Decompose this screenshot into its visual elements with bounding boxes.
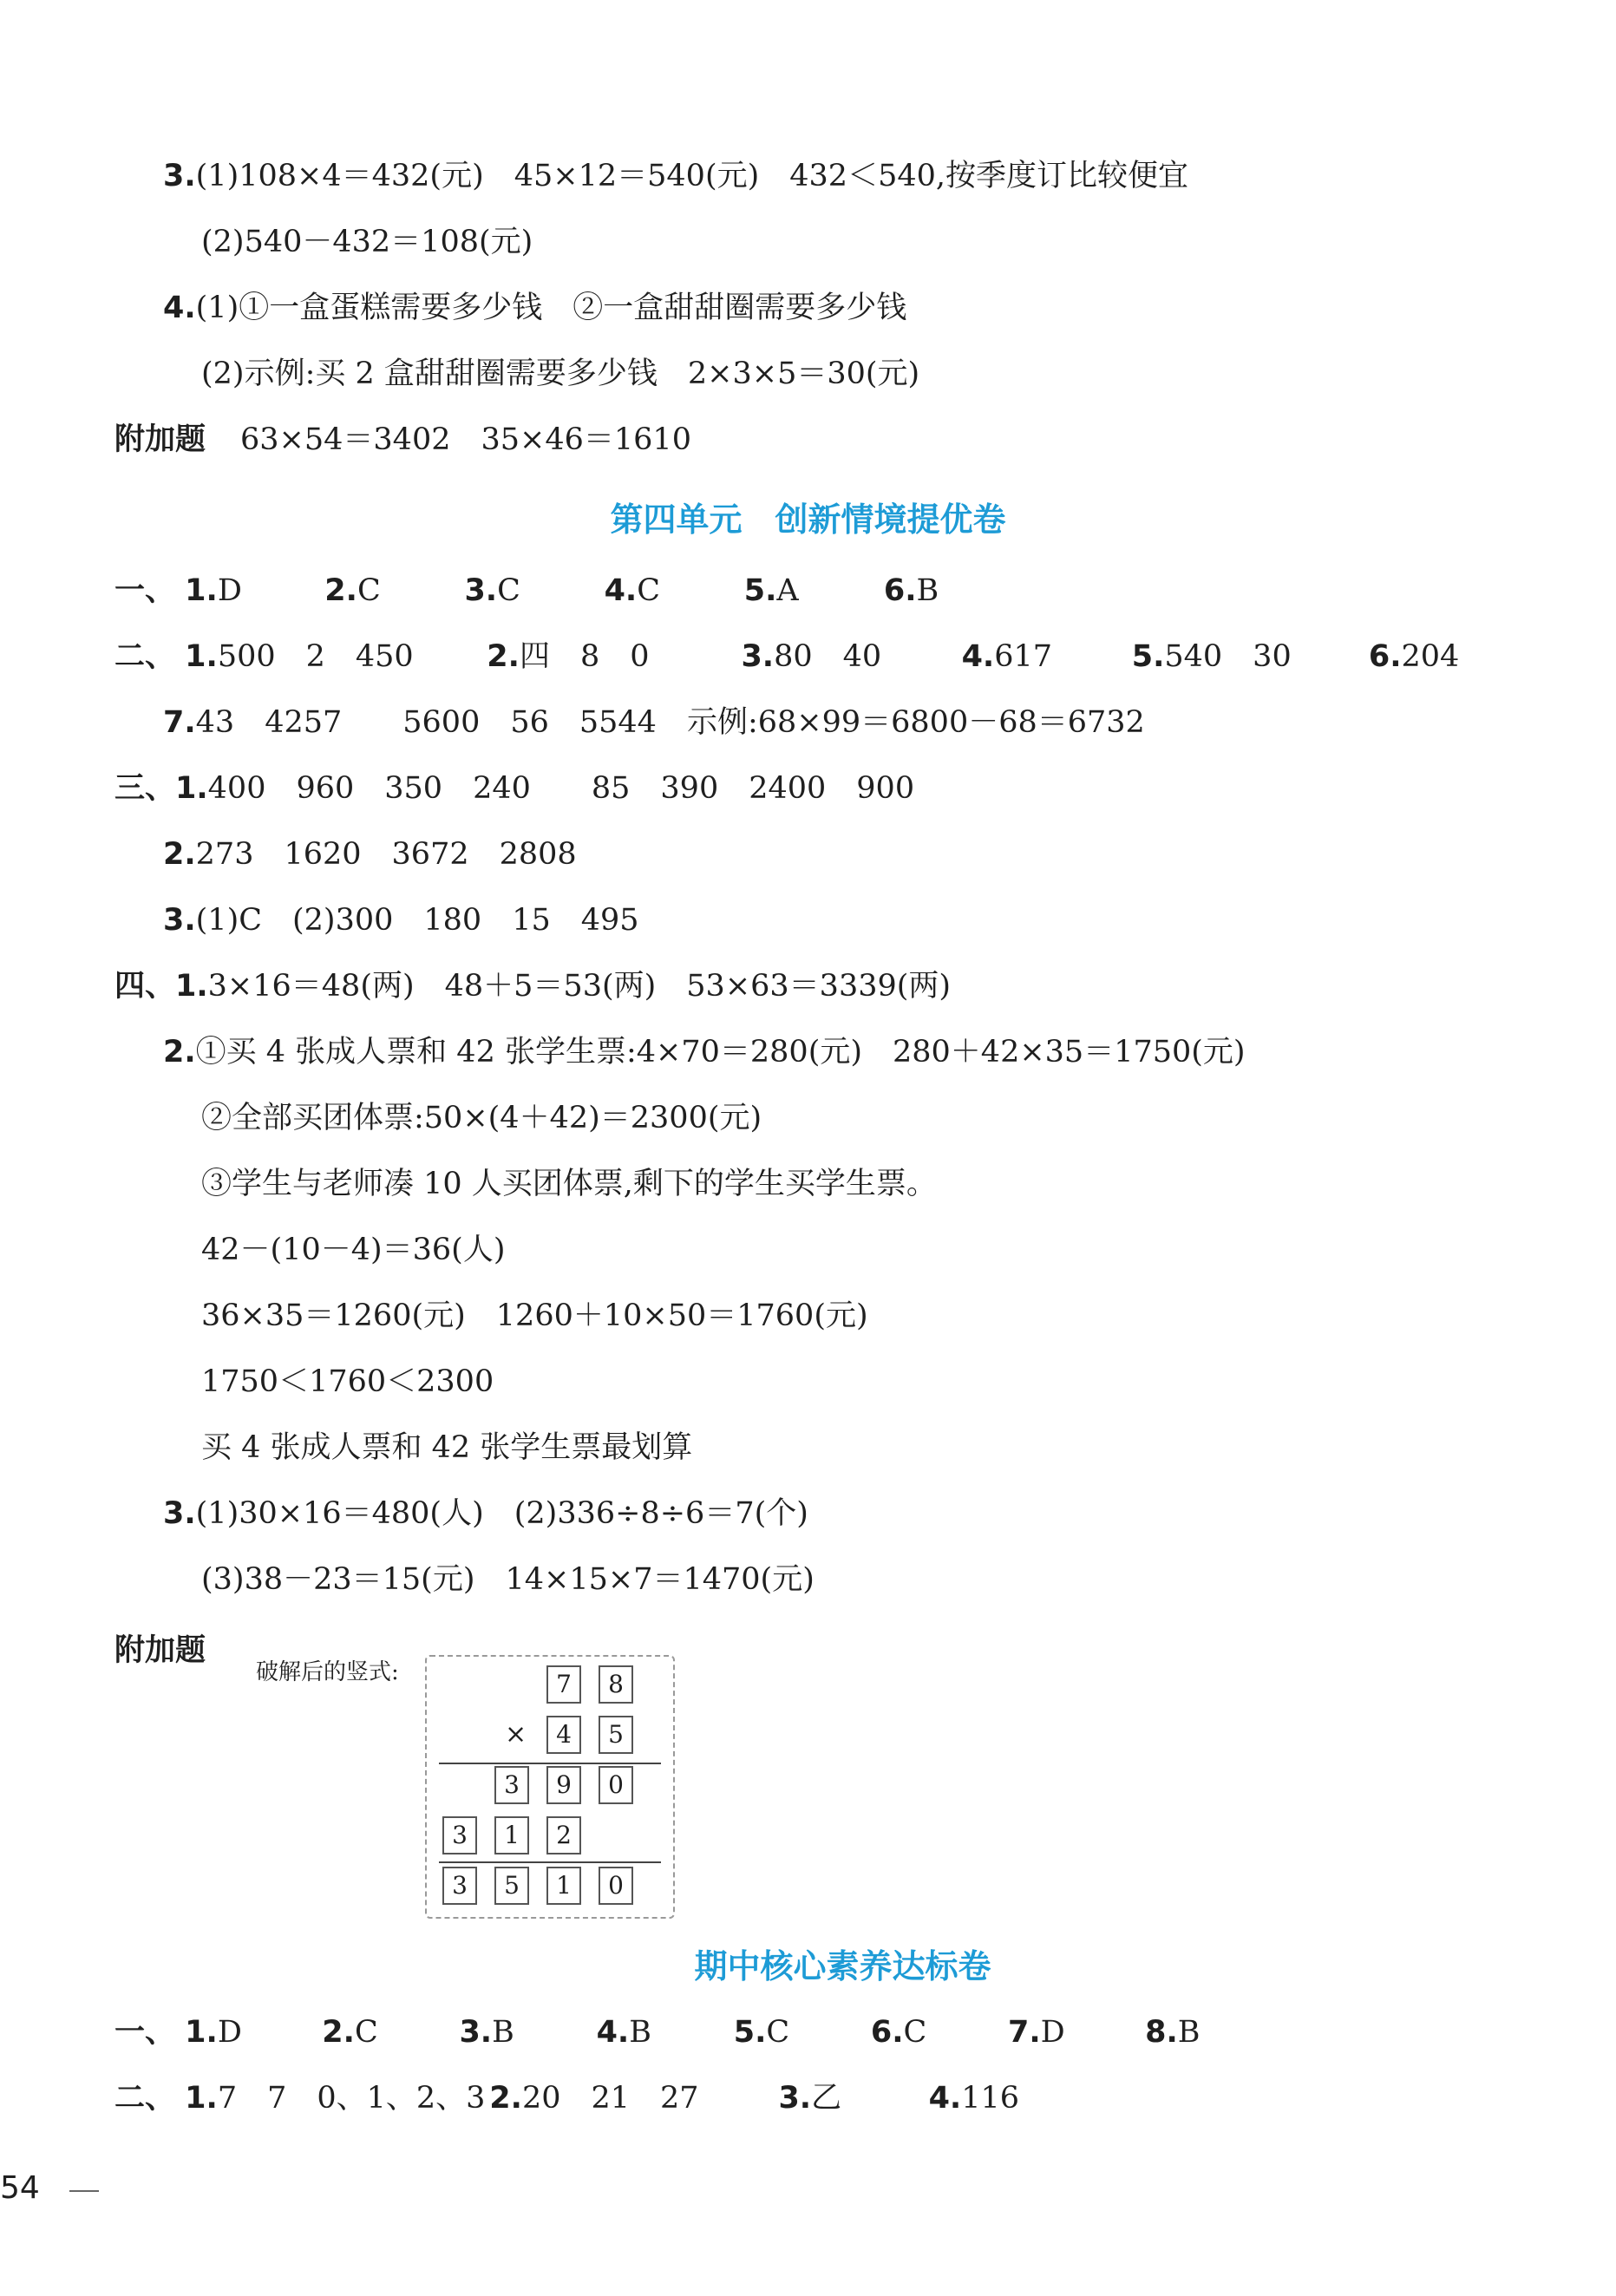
digit-cell: 8 [599,1665,633,1704]
digit-cell: 0 [599,1867,633,1905]
answer-text: C [903,2015,927,2050]
answer-text: (1)108×4＝432(元) 45×12＝540(元) 432＜540,按季度订比较便宜 [195,159,1188,193]
answer-text: 四 8 0 [519,639,650,674]
item-label: 6. [883,573,917,608]
answer-text: 36×35＝1260(元) 1260＋10×50＝1760(元) [201,1298,868,1333]
answer-text: A [776,573,799,608]
answer-text: 买 4 张成人票和 42 张学生票最划算 [201,1430,693,1465]
answer-line [163,703,1145,742]
answer-text: 7 7 0、1、2、3 [217,2081,486,2116]
item-label: 5. [733,2015,767,2050]
unit4-title: 第四单元 创新情境提优卷 [610,500,1006,539]
answer-text: (1)C (2)300 180 15 495 [195,903,639,938]
answer-text: C [354,2015,378,2050]
answer-text: C [357,573,381,608]
answer-line [163,1032,1246,1072]
answer-text: 400 960 350 240 85 390 2400 900 [207,771,915,806]
answer-line [163,834,577,874]
answer-line-fill [114,2078,1019,2118]
vertical-multiplication [425,1655,675,1919]
digit-cell: 1 [546,1867,581,1905]
times-sign: × [505,1719,527,1750]
answer-text: 20 21 27 [521,2081,699,2116]
digit-cell: 3 [442,1816,477,1854]
digit-cell: 3 [442,1867,477,1905]
answer-text: ①买 4 张成人票和 42 张学生票:4×70＝280(元) 280＋42×35＝1750(元) [195,1035,1246,1070]
bonus-line [114,420,691,460]
digit-cell: 9 [546,1766,581,1804]
answer-text: 540 30 [1164,639,1292,674]
answer-line [201,1230,506,1270]
answer-text: 3×16＝48(两) 48＋5＝53(两) 53×63＝3339(两) [207,969,952,1004]
answer-text: 42－(10－4)＝36(人) [201,1233,506,1267]
section-label: 二、 [114,2081,176,2116]
answer-line [163,288,906,328]
answer-line-choices [114,571,939,611]
digit-cell: 5 [494,1867,529,1905]
item-label: 6. [1368,639,1402,674]
answer-text: ②全部买团体票:50×(4＋42)＝2300(元) [201,1101,762,1135]
item-label: 7. [1008,2015,1041,2050]
item-label: 3. [163,1496,196,1531]
item-label: 1. [185,573,218,608]
midterm-title: 期中核心素养达标卷 [694,1947,991,1985]
answer-text: 80 40 [774,639,882,674]
answer-text: D [217,573,242,608]
digit-cell: 0 [599,1766,633,1804]
answer-text: C [637,573,661,608]
answer-text: 116 [961,2081,1020,2116]
section-label: 一、 [114,2015,176,2050]
answer-line [114,769,914,808]
answer-line [201,1164,937,1204]
section-label: 四、1. [114,969,208,1004]
item-label: 3. [778,2081,812,2116]
answer-line [163,900,639,940]
answer-text: (2)540－432＝108(元) [201,225,533,259]
answer-text: 43 4257 5600 56 5544 示例:68×99＝6800－68＝6732 [195,705,1145,740]
answer-line-fill [114,637,1459,677]
item-label: 4. [163,291,196,325]
answer-line [201,1428,692,1468]
answer-line [201,1296,868,1336]
item-label: 8. [1145,2015,1178,2050]
bonus-label: 附加题 [114,1633,206,1668]
answer-text: D [1040,2015,1065,2050]
answer-text: (1)①一盒蛋糕需要多少钱 ②一盒甜甜圈需要多少钱 [195,291,907,325]
answer-text: C [497,573,520,608]
bonus-label: 附加题 [114,422,206,457]
sum-rule [439,1861,661,1863]
answer-text: B [916,573,939,608]
answer-text: B [492,2015,514,2050]
item-label: 2. [324,573,357,608]
answer-text: 1750＜1760＜2300 [201,1364,494,1399]
item-label: 2. [322,2015,355,2050]
item-label: 7. [163,705,196,740]
answer-line [201,222,533,262]
item-label: 5. [743,573,777,608]
answer-line [201,1098,762,1138]
answer-line [201,354,919,394]
bonus-note: 破解后的竖式: [256,1659,399,1685]
answer-text: 617 [994,639,1053,674]
section-label: 二、 [114,639,176,674]
page-number-rule [69,2190,99,2192]
item-label: 4. [596,2015,630,2050]
bonus-line [114,1631,206,1671]
answer-text: B [629,2015,651,2050]
answer-line [201,1362,494,1402]
digit-cell: 4 [546,1716,581,1754]
answer-text: 204 [1401,639,1460,674]
item-label: 3. [163,159,196,193]
answer-text: (2)示例:买 2 盒甜甜圈需要多少钱 2×3×5＝30(元) [201,357,920,391]
item-label: 3. [741,639,775,674]
digit-cell: 7 [546,1665,581,1704]
digit-cell: 2 [546,1816,581,1854]
answer-text: (1)30×16＝480(人) (2)336÷8÷6＝7(个) [195,1496,808,1531]
section-label: 一、 [114,573,176,608]
answer-line-choices [114,2012,1201,2052]
answer-text: 500 2 450 [217,639,414,674]
item-label: 2. [163,837,196,872]
item-label: 1. [185,2081,218,2116]
answer-text: C [766,2015,790,2050]
item-label: 1. [185,2015,218,2050]
item-label: 4. [604,573,638,608]
answer-line [201,1560,815,1599]
answer-text: B [1177,2015,1201,2050]
answer-text: 273 1620 3672 2808 [195,837,577,872]
answer-line [163,156,1188,196]
digit-cell: 1 [494,1816,529,1854]
answer-text: 63×54＝3402 35×46＝1610 [240,422,691,457]
item-label: 3. [464,573,498,608]
answer-text: (3)38－23＝15(元) 14×15×7＝1470(元) [201,1562,815,1597]
page-number: 54 [0,2170,40,2206]
digit-cell: 5 [599,1716,633,1754]
item-label: 6. [870,2015,904,2050]
section-label: 三、1. [114,771,208,806]
item-label: 2. [489,2081,522,2116]
item-label: 3. [163,903,196,938]
item-label: 2. [163,1035,196,1070]
answer-text: D [217,2015,242,2050]
item-label: 4. [961,639,995,674]
answer-line [163,1494,808,1534]
answer-text: ③学生与老师凑 10 人买团体票,剩下的学生买学生票。 [201,1167,937,1201]
answer-text: 乙 [811,2081,842,2116]
sum-rule [439,1763,661,1764]
answer-line [114,966,951,1006]
item-label: 2. [487,639,520,674]
item-label: 5. [1131,639,1165,674]
item-label: 3. [459,2015,493,2050]
item-label: 4. [928,2081,962,2116]
digit-cell: 3 [494,1766,529,1804]
item-label: 1. [185,639,218,674]
